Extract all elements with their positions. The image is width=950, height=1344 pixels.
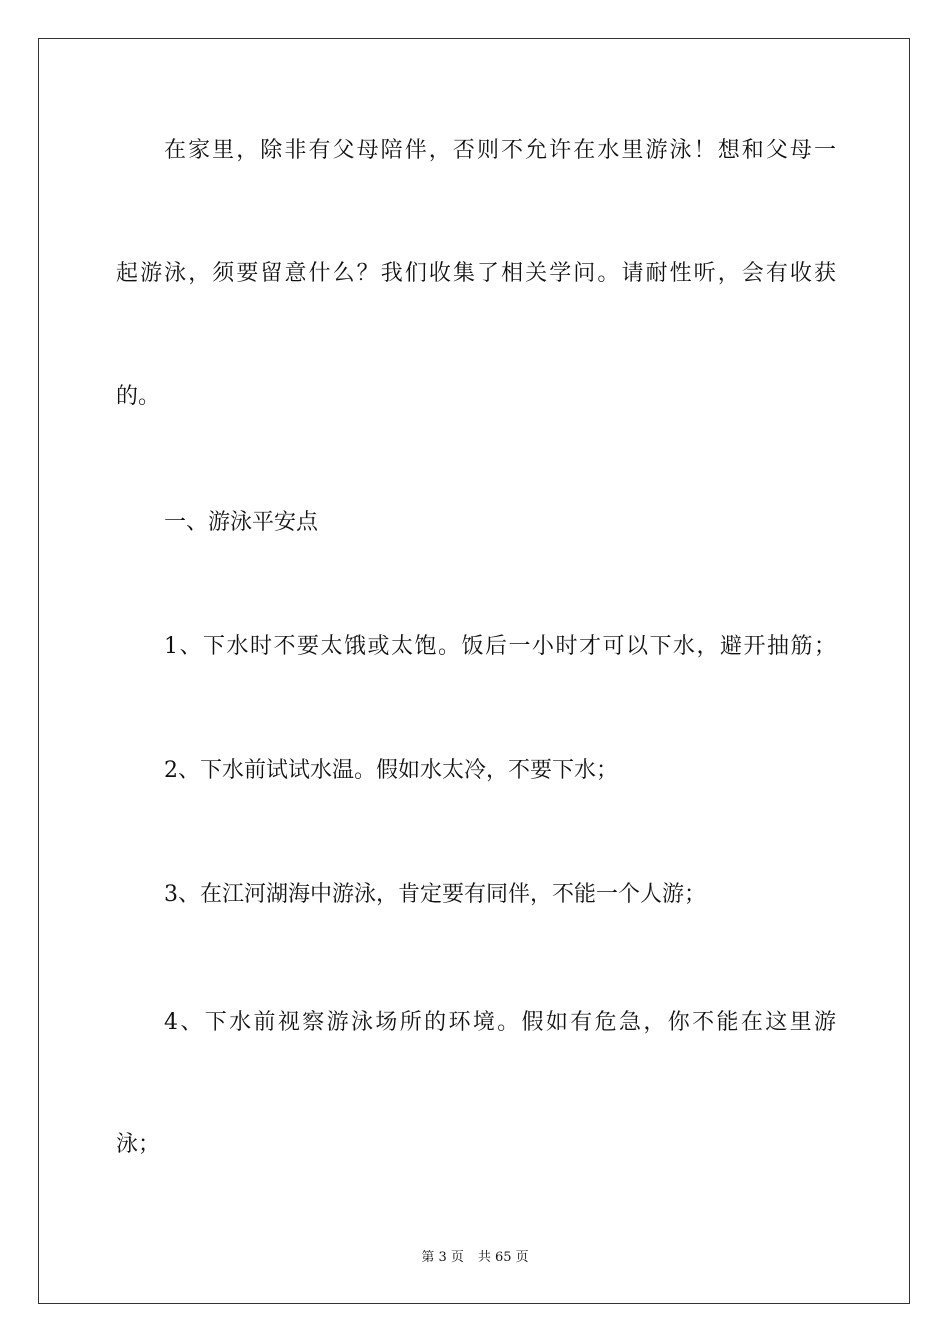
list-item-3: 3、在江河湖海中游泳，肯定要有同伴，不能一个人游； — [164, 882, 706, 907]
page-number: 第 3 页 — [421, 1250, 464, 1265]
list-item-1: 1、下水时不要太饿或太饱。饭后一小时才可以下水，避开抽筋； — [164, 634, 836, 659]
page-frame — [38, 38, 910, 1304]
paragraph-1-line-3: 的。 — [116, 384, 161, 409]
paragraph-1-line-2: 起游泳，须要留意什么？我们收集了相关学问。请耐性听，会有收获 — [116, 261, 836, 286]
list-item-2: 2、下水前试试水温。假如水太冷，不要下水； — [164, 758, 618, 783]
list-item-4-line-1: 4、下水前视察游泳场所的环境。假如有危急，你不能在这里游 — [164, 1010, 836, 1035]
page-footer — [0, 1246, 950, 1265]
section-heading: 一、游泳平安点 — [164, 510, 319, 535]
page-total: 共 65 页 — [477, 1250, 529, 1265]
paragraph-1-line-1: 在家里，除非有父母陪伴，否则不允许在水里游泳！想和父母一 — [164, 138, 836, 163]
list-item-4-line-2: 泳； — [116, 1132, 161, 1157]
